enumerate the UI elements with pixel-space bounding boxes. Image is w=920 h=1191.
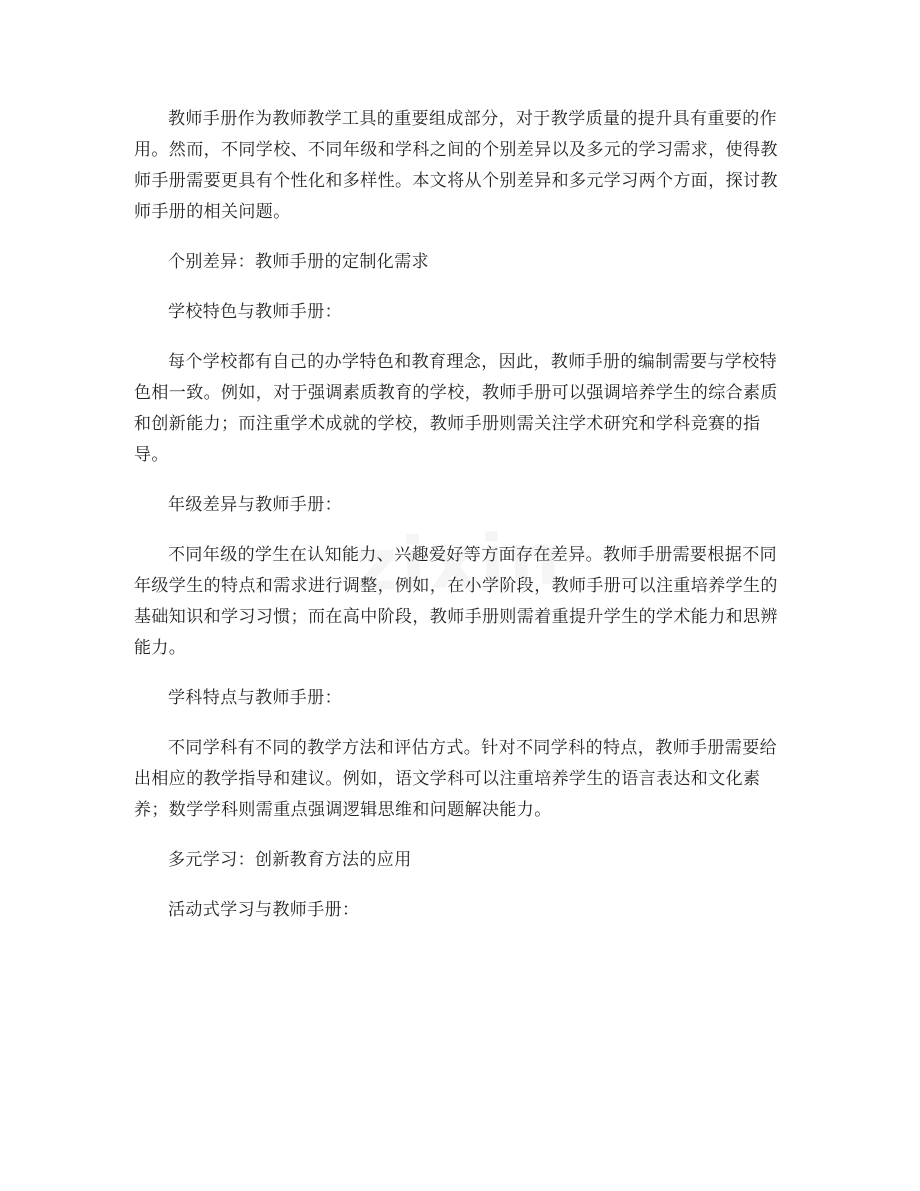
subheading-activity-learning: 活动式学习与教师手册：	[168, 900, 360, 920]
subheading-school-features: 学校特色与教师手册：	[168, 302, 342, 322]
paragraph-grade-differences: 不同年级的学生在认知能力、兴趣爱好等方面存在差异。教师手册需要根据不同年级学生的特点和需求进行调整，例如，在小学阶段，教师手册可以注重培养学生的基础知识和学习习惯；而在高中阶段，教师手册则需着重提升学生的学术能力和思辨能力。	[134, 545, 778, 658]
document-content	[134, 104, 786, 926]
paragraph-school-features: 每个学校都有自己的办学特色和教育理念，因此，教师手册的编制需要与学校特色相一致。例如，对于强调素质教育的学校，教师手册可以强调培养学生的综合素质和创新能力；而注重学术成就的学校，教师手册则需关注学术研究和学科竞赛的指导。	[134, 352, 778, 465]
section-heading-diverse-learning: 多元学习：创新教育方法的应用	[168, 850, 412, 870]
paragraph-subject-features: 不同学科有不同的教学方法和评估方式。针对不同学科的特点，教师手册需要给出相应的教学指导和建议。例如，语文学科可以注重培养学生的语言表达和文化素养；数学学科则需重点强调逻辑思维和问题解决能力。	[134, 738, 777, 820]
subheading-subject-features: 学科特点与教师手册：	[168, 688, 342, 708]
subheading-grade-differences: 年级差异与教师手册：	[168, 495, 342, 515]
section-heading-individual-differences: 个别差异：教师手册的定制化需求	[168, 252, 429, 272]
intro-paragraph: 教师手册作为教师教学工具的重要组成部分，对于教学质量的提升具有重要的作用。然而，不同学校、不同年级和学科之间的个别差异以及多元的学习需求，使得教师手册需要更具有个性化和多样性。本文将从个别差异和多元学习两个方面，探讨教师手册的相关问题。	[134, 109, 778, 222]
